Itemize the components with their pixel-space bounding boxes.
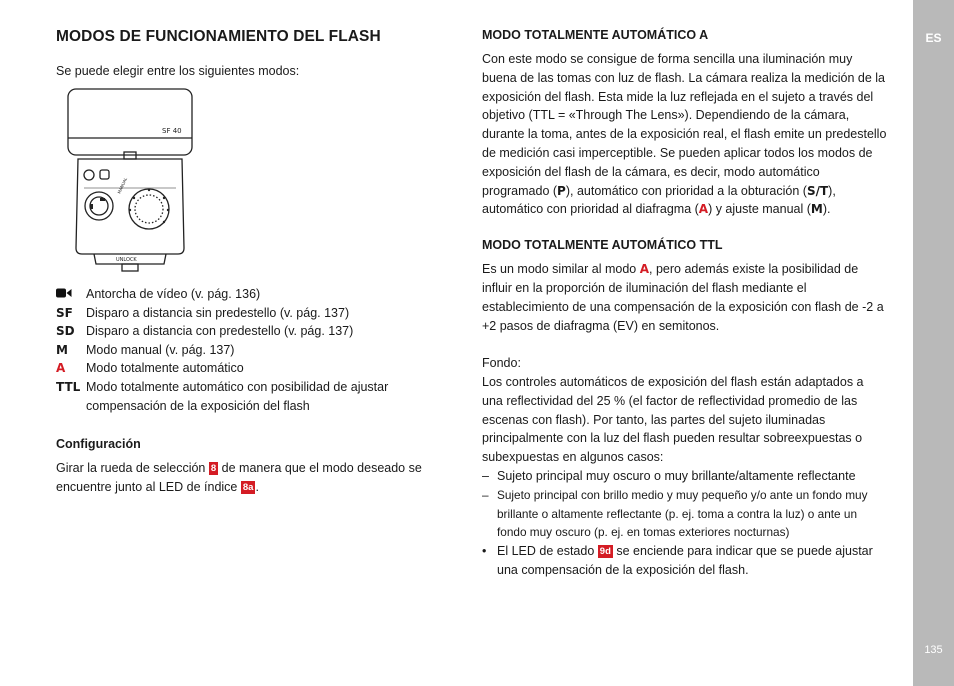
- page-number: 135: [924, 644, 943, 656]
- config-text: [56, 459, 451, 497]
- mode-text: Disparo a distancia con predestello (v. pág. 137): [86, 324, 354, 339]
- list-item: [482, 467, 887, 486]
- config-section: [56, 437, 451, 497]
- mode-symbol: SF: [56, 305, 73, 320]
- reference-badge: 8: [210, 463, 217, 474]
- right-column: [482, 28, 887, 580]
- reference-badge: 9d: [599, 546, 611, 558]
- language-label: ES: [925, 31, 942, 45]
- mode-row: [56, 378, 451, 415]
- list-item-text: Sujeto principal muy oscuro o muy brillante/altamente reflectante: [497, 468, 856, 483]
- section-heading: MODO TOTALMENTE AUTOMÁTICO A: [482, 28, 709, 42]
- config-text-part: .: [255, 480, 259, 494]
- section-paragraph: [482, 50, 887, 219]
- mode-symbol: SD: [56, 324, 75, 339]
- paragraph-part: ), automático con prioridad a la obturación (: [565, 183, 807, 198]
- paragraph-part: ) y ajuste manual (: [708, 202, 811, 217]
- paragraph-part: ).: [822, 202, 831, 217]
- mode-text: Modo totalmente automático: [86, 361, 244, 376]
- list-item-text: [497, 542, 887, 580]
- side-tab: [913, 0, 954, 686]
- dash-marker: –: [482, 487, 489, 502]
- list-item: [482, 542, 887, 580]
- paragraph-part: Con este modo se consigue de forma sencilla una iluminación muy buena de las tomas con luz de flash. La cámara realiza la medición de la exposición del flash. Esta mide la luz reflejada en el sujeto a través del objetivo (TTL = «Through The Lens»). Dependiendo de la cámara, durante la toma, antes de la exposición real, el flash emite un predestello de medición casi imperceptible. Se pueden aplicar todos los modos de exposición del flash de la cámara, es decir, modo automático programado (: [482, 52, 887, 198]
- mode-row: [56, 304, 451, 323]
- mode-row: [56, 341, 451, 360]
- paragraph-part: , pero además existe la posibilidad de influir en la proporción de iluminación del flash mediante el establecimiento de una compensación de la exposición con flash de -2 a +2 pasos de diafragma (EV) en semitonos.: [482, 262, 884, 333]
- page-title: MODOS DE FUNCIONAMIENTO DEL FLASH: [56, 28, 381, 45]
- paragraph-part: ), automático con prioridad al diafragma (: [482, 183, 836, 217]
- dash-marker: –: [482, 468, 489, 483]
- section-paragraph: [482, 260, 887, 335]
- mode-symbol: A: [56, 361, 66, 376]
- mode-symbol-inline: A: [698, 202, 709, 217]
- fondo-text: Los controles automáticos de exposición del flash están adaptados a una reflectividad del 25 % (el factor de reflectividad promedio de las escenas con flash). Por tanto, las partes del sujeto iluminadas principalmente con la luz del flash pueden resultar sobreexpuestas o subexpuestas en algunos casos:: [482, 374, 864, 465]
- video-torch-icon: [56, 285, 86, 304]
- flash-unlock-label: UNLOCK: [116, 257, 137, 263]
- mode-symbol-inline: P: [557, 183, 566, 198]
- mode-list: [56, 285, 451, 415]
- mode-row: [56, 322, 451, 341]
- mode-text: Antorcha de vídeo (v. pág. 136): [86, 287, 261, 301]
- mode-symbol: M: [56, 342, 68, 357]
- mode-symbol: TTL: [56, 379, 81, 394]
- list-item-part: se enciende para indicar que se puede ajustar una compensación de la exposición del flash.: [497, 544, 873, 577]
- mode-symbol-inline: S/T: [806, 183, 829, 198]
- config-text-part: de manera que el modo deseado se encuentre junto al LED de índice: [56, 461, 422, 494]
- flash-dial-label: MANUAL: [116, 176, 129, 195]
- flash-model-label: SF 40: [162, 127, 182, 135]
- left-column: [56, 28, 451, 494]
- reference-badge: 8a: [242, 482, 254, 493]
- section-heading: MODO TOTALMENTE AUTOMÁTICO TTL: [482, 238, 723, 253]
- paragraph-part: Es un modo similar al modo: [482, 262, 637, 277]
- mode-text: Modo totalmente automático con posibilidad de ajustar compensación de la exposición del flash: [86, 379, 389, 413]
- flash-unit-illustration: [64, 86, 196, 276]
- mode-row: [56, 359, 451, 378]
- config-text-part: Girar la rueda de selección: [56, 461, 206, 475]
- config-heading: Configuración: [56, 437, 141, 451]
- mode-text: Modo manual (v. pág. 137): [86, 342, 235, 357]
- intro-text: Se puede elegir entre los siguientes modos:: [56, 64, 300, 78]
- list-item-text: Sujeto principal con brillo medio y muy pequeño y/o ante un fondo muy brillante o altamente reflectante (p. ej. toma a contra la luz) o ante un fondo muy oscuro (p. ej. en tomas exteriores nocturnas): [497, 487, 868, 540]
- bullet-marker: •: [482, 544, 487, 559]
- mode-symbol-inline: M: [810, 202, 823, 217]
- list-item: [482, 486, 887, 542]
- mode-symbol-inline: A: [639, 262, 650, 277]
- list-item-part: El LED de estado: [497, 544, 595, 559]
- mode-text: Disparo a distancia sin predestello (v. pág. 137): [86, 305, 350, 320]
- ttl-section: [482, 238, 887, 580]
- mode-row: [56, 285, 451, 304]
- fondo-label: Fondo:: [482, 356, 521, 371]
